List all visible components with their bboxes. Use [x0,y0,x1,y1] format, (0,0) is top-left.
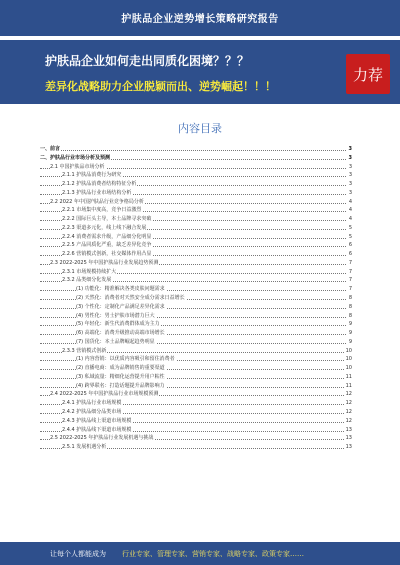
toc-entry[interactable] [40,364,352,373]
toc-entry-label: 2.2.2 国际巨头主导，本土品牌寻求突破 [62,216,152,223]
toc-entry-page: 4 [348,216,352,223]
toc-entry-page: 4 [348,207,352,214]
toc-leader-dots [40,150,346,151]
top-header-bar [0,0,400,36]
toc-entry-label: 2.2 2022 年中国护肤品行业竞争格局分析 [50,198,144,205]
toc-entry-label: 2.2.3 渠道多元化，线上线下融合发展 [62,224,147,231]
toc-entry-label: 二、护肤品行业市场分析及预测 [40,154,111,161]
toc-entry-label: (7) 国货化：本土品牌崛起趋势明显 [76,338,155,345]
toc-entry-label: 2.3 2022-2025 年中国护肤品行业发展趋势预测 [50,259,159,266]
toc-entry-page: 9 [348,338,352,345]
toc-entry-label: 2.1.3 护肤品行业市场结构分析 [62,189,132,196]
toc-entry-page: 8 [348,303,352,310]
toc-entry-page: 11 [345,382,352,389]
toc-entry[interactable] [40,215,352,224]
toc-entry-page: 5 [348,224,352,231]
toc-entry[interactable] [40,198,352,207]
toc-entry[interactable] [40,294,352,303]
toc-entry-page: 3 [348,189,352,196]
headline-banner [0,40,400,104]
toc-entry-page: 9 [348,330,352,337]
toc-entry-page: 7 [348,277,352,284]
toc-entry-page: 3 [348,172,352,179]
toc-entry-page: 12 [345,417,352,424]
toc-entry-label: 2.3.3 营销模式创新 [62,347,107,354]
toc-entry-label: 2.2.1 市场集中度高，竞争日益激烈 [62,207,142,214]
toc-entry-label: 2.2.6 营销模式创新，社交媒体作用凸显 [62,251,152,258]
toc-entry-page: 3 [348,154,352,161]
toc-entry[interactable] [40,426,352,435]
report-title: 护肤品企业逆势增长策略研究报告 [121,14,279,25]
banner-subheadline: 差异化战略助力企业脱颖而出、逆势崛起！！！ [45,80,276,93]
footer-left-text: 让每个人都能成为 [50,550,106,558]
toc-entry[interactable] [40,224,352,233]
toc-entry-label: (4) 跨界联名：打造话题提升品牌影响力 [76,382,165,389]
toc-entry-page: 13 [345,444,352,451]
toc-entry-page: 8 [348,295,352,302]
toc-entry[interactable] [40,434,352,443]
banner-headline: 护肤品企业如何走出同质化困境？？？ [45,54,250,68]
toc-entry-label: 2.4.2 护肤品细分品类市场 [62,408,122,415]
toc-entry[interactable] [40,206,352,215]
toc-entry[interactable] [40,154,352,163]
toc-entry-page: 12 [345,408,352,415]
toc-entry-page: 6 [348,251,352,258]
toc-entry[interactable] [40,171,352,180]
toc-entry-page: 13 [345,426,352,433]
toc-entry-page: 8 [348,312,352,319]
toc-entry[interactable] [40,276,352,285]
toc-entry-page: 10 [345,347,352,354]
table-of-contents [40,145,352,452]
toc-entry-page: 12 [345,400,352,407]
toc-entry[interactable] [40,268,352,277]
toc-entry-label: 2.2.5 产品同质化严重，缺乏差异化竞争 [62,242,152,249]
toc-entry-label: (6) 高端化：消费升级推动高端市场增长 [76,330,165,337]
toc-entry-label: 2.1.2 护肤品消费者结构特征分析 [62,181,137,188]
toc-entry-label: (5) 年轻化：新生代消费群体成为主力 [76,321,160,328]
toc-entry[interactable] [40,320,352,329]
toc-entry-page: 5 [348,233,352,240]
toc-entry[interactable] [40,382,352,391]
toc-entry[interactable] [40,329,352,338]
footer-bar [0,542,400,565]
toc-entry-label: 2.2.4 消费者需求升级，产品细分化明显 [62,233,152,240]
toc-entry[interactable] [40,233,352,242]
toc-entry-page: 9 [348,321,352,328]
toc-entry[interactable] [40,355,352,364]
toc-entry[interactable] [40,338,352,347]
toc-entry-page: 13 [345,435,352,442]
toc-entry-page: 11 [345,373,352,380]
toc-entry-page: 3 [348,146,352,152]
toc-entry-label: 2.5.1 发展机遇分析 [62,444,107,451]
toc-entry[interactable] [40,312,352,321]
toc-entry[interactable] [40,285,352,294]
toc-entry-label: (2) 天然化：消费者对天然安全成分需求日益增长 [76,295,185,302]
toc-entry-label: (1) 内容营销：以优质内容吸引和留住消费者 [76,356,175,363]
toc-entry-page: 12 [345,391,352,398]
toc-entry[interactable] [40,303,352,312]
toc-heading: 内容目录 [178,122,222,135]
toc-entry-label: (3) 个性化：定制化产品满足差异化需求 [76,303,165,310]
toc-entry[interactable] [40,373,352,382]
toc-entry[interactable] [40,189,352,198]
toc-entry-page: 10 [345,365,352,372]
toc-entry-label: 2.4.3 护肤品线上渠道市场规模 [62,417,132,424]
toc-entry-page: 6 [348,242,352,249]
toc-entry-label: 2.1 中国护肤品市场分析 [50,163,105,170]
toc-entry-label: 一、前言 [40,146,61,152]
toc-entry-page: 3 [348,181,352,188]
toc-entry-label: (1) 功能化：精准解决各类皮肤问题需求 [76,286,165,293]
toc-entry[interactable] [40,145,352,154]
toc-entry-label: 2.4.1 护肤品行业市场规模 [62,400,122,407]
toc-entry-label: 2.3.2 品类细分化发展 [62,277,112,284]
toc-entry[interactable] [40,417,352,426]
toc-entry-label: 2.4 2022-2025 年中国护肤品行业市场规模预测 [50,391,159,398]
toc-entry-page: 4 [348,198,352,205]
toc-entry-label: 2.4.4 护肤品线下渠道市场规模 [62,426,132,433]
toc-entry-label: (3) 私域流量：精细化运营提升用户粘性 [76,373,165,380]
toc-entry-label: 2.1.1 护肤品消费行为研究 [62,172,122,179]
footer-right-text: 行业专家、管理专家、营销专家、战略专家、政策专家…… [122,550,304,558]
toc-entry[interactable] [40,390,352,399]
toc-entry[interactable] [40,250,352,259]
toc-entry-page: 7 [348,259,352,266]
toc-entry[interactable] [40,347,352,356]
toc-entry-label: 2.5 2022-2025 年护肤品行业发展机遇与挑战 [50,435,154,442]
toc-entry-page: 10 [345,356,352,363]
recommend-stamp: 力荐 [346,54,390,94]
toc-entry[interactable] [40,443,352,452]
toc-entry-label: (4) 男性化：男士护肤市场潜力巨大 [76,312,155,319]
toc-entry-page: 7 [348,268,352,275]
toc-entry[interactable] [40,163,352,172]
toc-entry[interactable] [40,408,352,417]
toc-entry-label: (2) 直播电商：成为品牌销售的重要渠道 [76,365,165,372]
toc-entry[interactable] [40,241,352,250]
toc-entry-label: 2.3.1 市场规模持续扩大 [62,268,117,275]
toc-entry-page: 7 [348,286,352,293]
toc-entry[interactable] [40,259,352,268]
toc-entry[interactable] [40,180,352,189]
toc-entry[interactable] [40,399,352,408]
toc-entry-page: 3 [348,163,352,170]
